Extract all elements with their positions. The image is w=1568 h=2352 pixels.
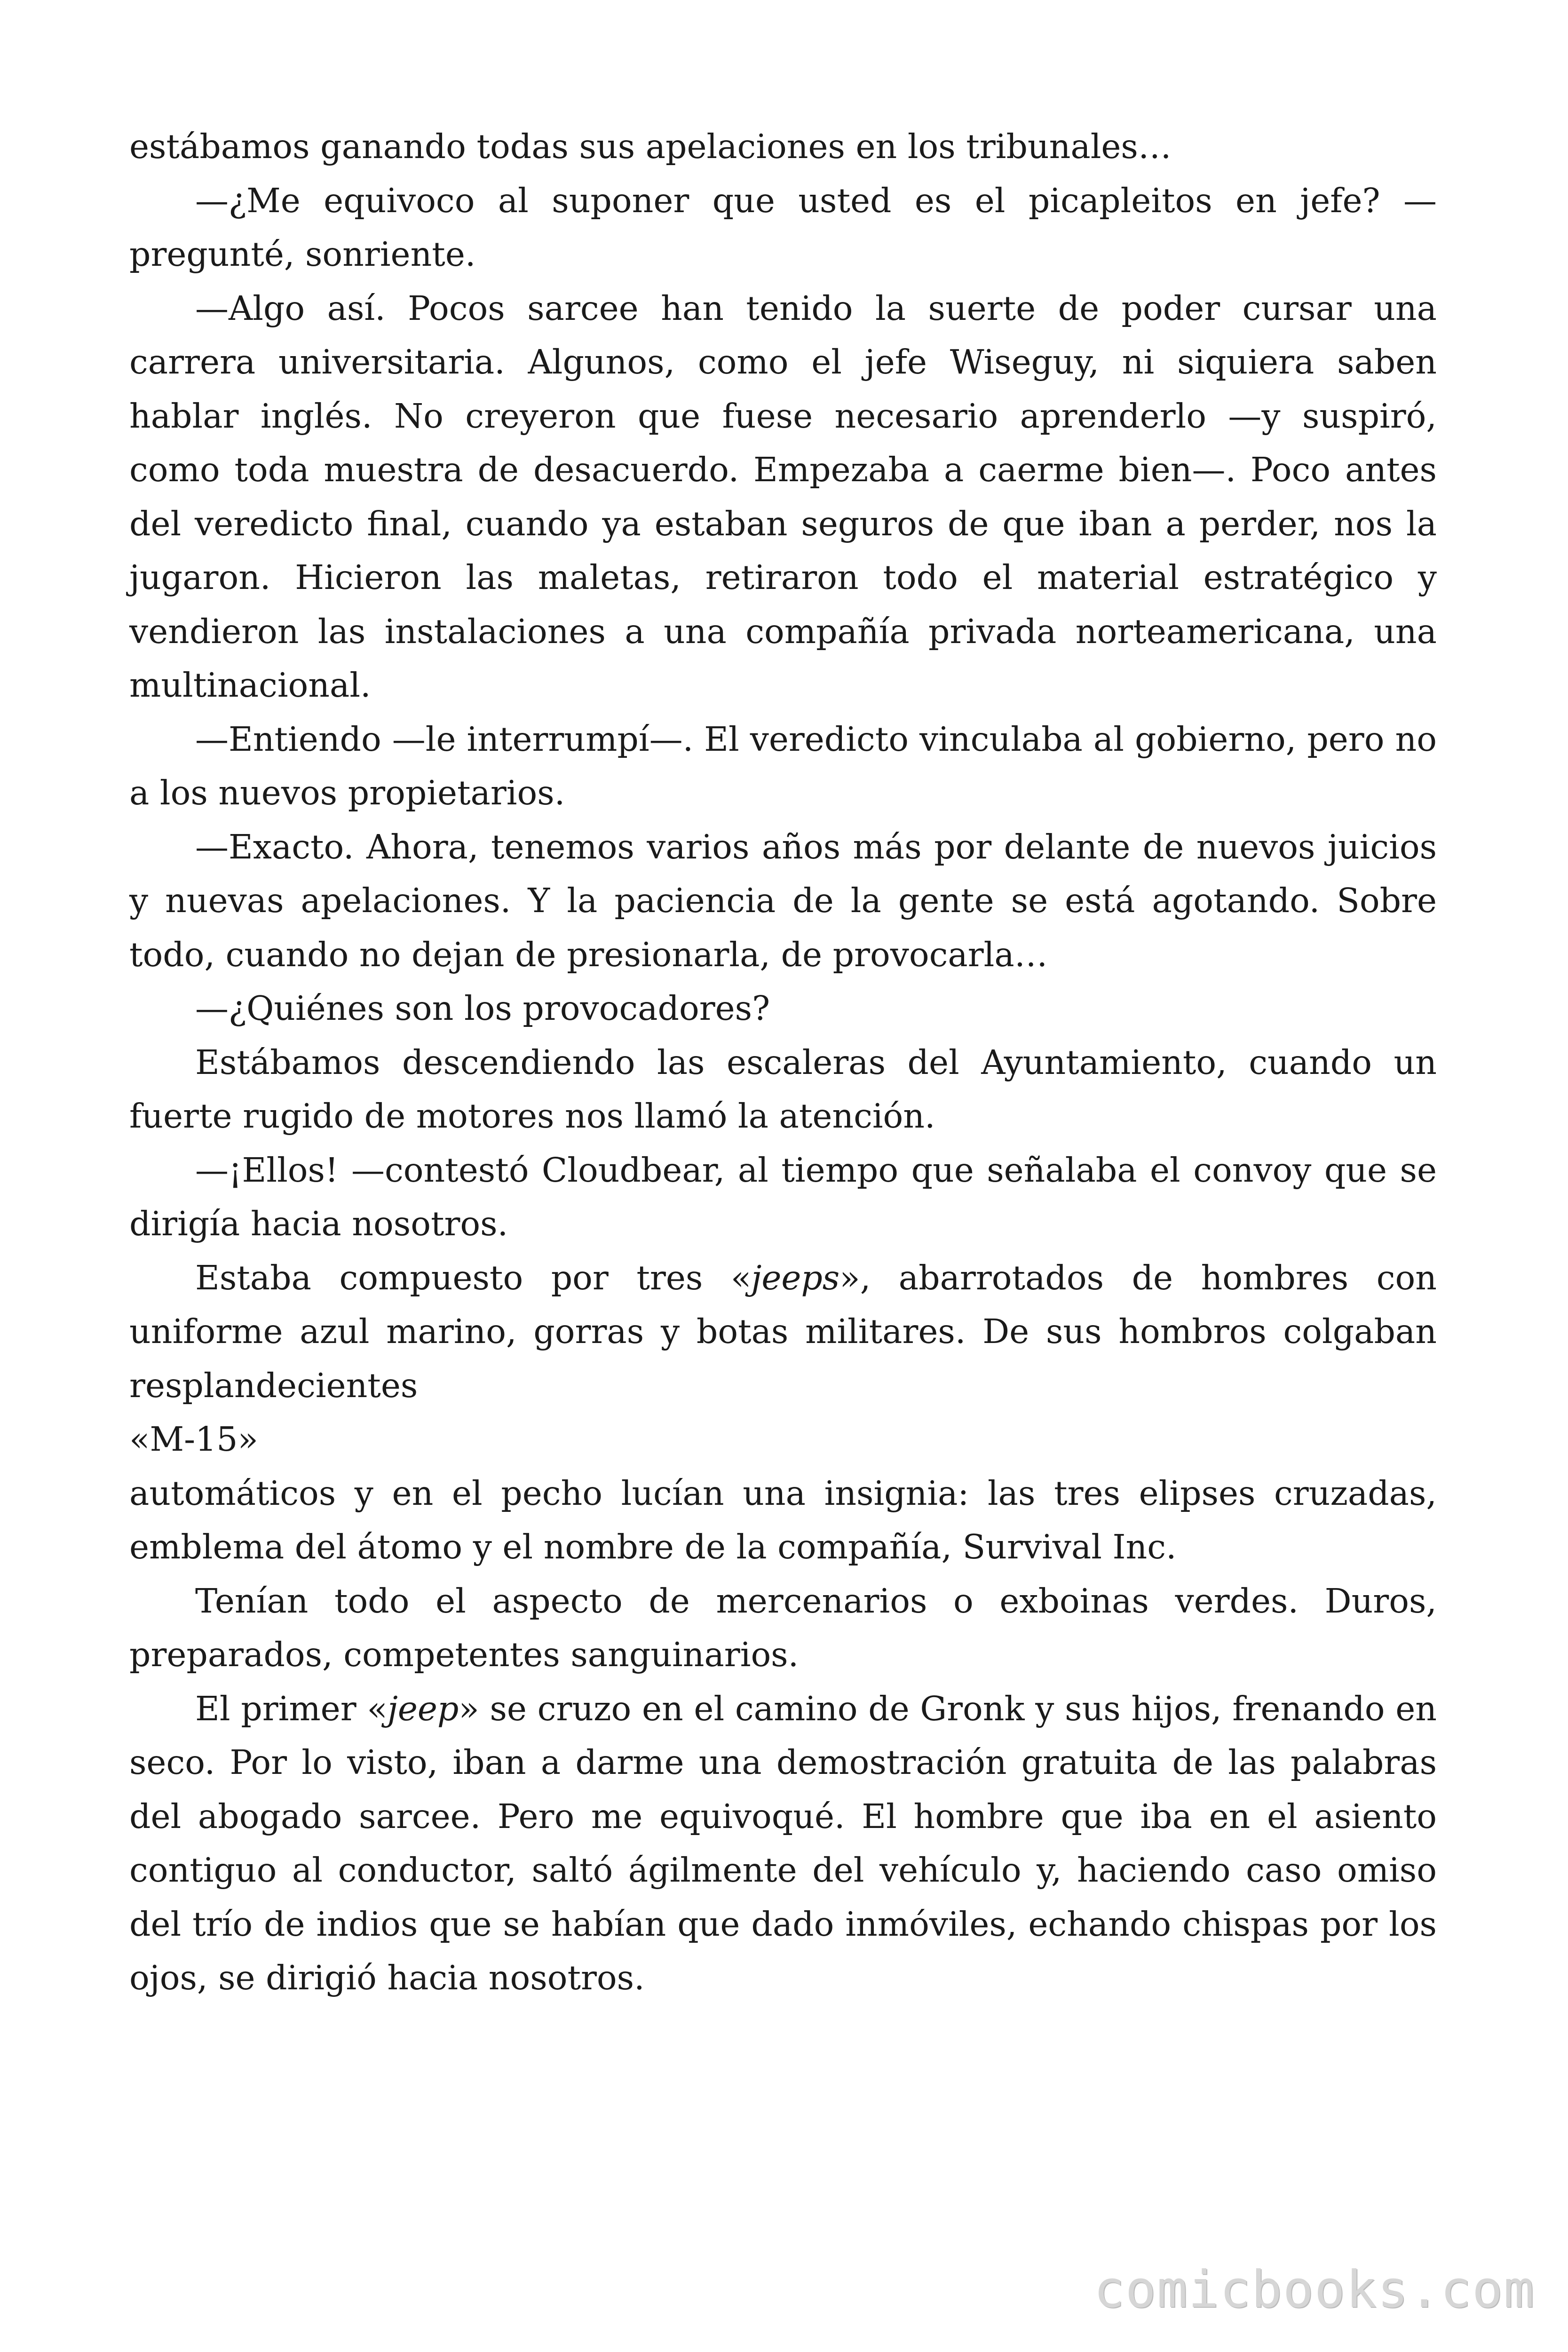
paragraph-10: «M-15» (129, 1420, 258, 1459)
paragraph-8: —¡Ellos! —contestó Cloudbear, al tiempo que señalaba el convoy que se dirigía hacia nosotros. (129, 1150, 1437, 1243)
paragraph-7: Estábamos descendiendo las escaleras del Ayuntamiento, cuando un fuerte rugido de motores nos llamó la atención. (129, 1042, 1437, 1136)
paragraph-13-start: El primer « (195, 1689, 388, 1728)
paragraph-9-start: Estaba compuesto por tres « (195, 1258, 752, 1297)
paragraph-4: —Entiendo —le interrumpí—. El veredicto vinculaba al gobierno, pero no a los nuevos propietarios. (129, 719, 1437, 812)
watermark: comicbooks.com (1093, 2260, 1535, 2319)
paragraph-9-end: », abarrotados de hombres con uniforme azul marino, gorras y botas militares. De sus hombros colgaban resplandecientes (129, 1258, 1437, 1405)
paragraph-12: Tenían todo el aspecto de mercenarios o exboinas verdes. Duros, preparados, competentes sanguinarios. (129, 1581, 1437, 1674)
book-page-text (129, 120, 1437, 2005)
paragraph-2: —¿Me equivoco al suponer que usted es el picapleitos en jefe? —pregunté, sonriente. (129, 181, 1437, 274)
paragraph-3: —Algo así. Pocos sarcee han tenido la suerte de poder cursar una carrera universitaria. Algunos, como el jefe Wiseguy, ni siquiera saben hablar inglés. No creyeron que fuese necesario aprenderlo —y suspiró, como toda muestra de desacuerdo. Empezaba a caerme bien—. Poco antes del veredicto final, cuando ya estaban seguros de que iban a perder, nos la jugaron. Hicieron las maletas, retiraron todo el material estratégico y vendieron las instalaciones a una compañía privada norteamericana, una multinacional. (129, 288, 1437, 705)
paragraph-6: —¿Quiénes son los provocadores? (195, 989, 770, 1028)
paragraph-13-end: » se cruzo en el camino de Gronk y sus hijos, frenando en seco. Por lo visto, iban a darme una demostración gratuita de las palabras del abogado sarcee. Pero me equivoqué. El hombre que iba en el asiento contiguo al conductor, saltó ágilmente del vehículo y, haciendo caso omiso del trío de indios que se habían que dado inmóviles, echando chispas por los ojos, se dirigió hacia nosotros. (129, 1689, 1437, 1997)
paragraph-13 (129, 1682, 1437, 2005)
paragraph-1: estábamos ganando todas sus apelaciones en los tribunales… (129, 127, 1172, 166)
paragraph-11: automáticos y en el pecho lucían una insignia: las tres elipses cruzadas, emblema del átomo y el nombre de la compañía, Survival Inc. (129, 1473, 1437, 1566)
italic-word-jeeps: jeeps (751, 1258, 840, 1297)
paragraph-5: —Exacto. Ahora, tenemos varios años más por delante de nuevos juicios y nuevas apelaciones. Y la paciencia de la gente se está agotando. Sobre todo, cuando no dejan de presionarla, de provocarla… (129, 827, 1437, 974)
paragraph-9 (129, 1251, 1437, 1413)
italic-word-jeep: jeep (387, 1689, 459, 1728)
